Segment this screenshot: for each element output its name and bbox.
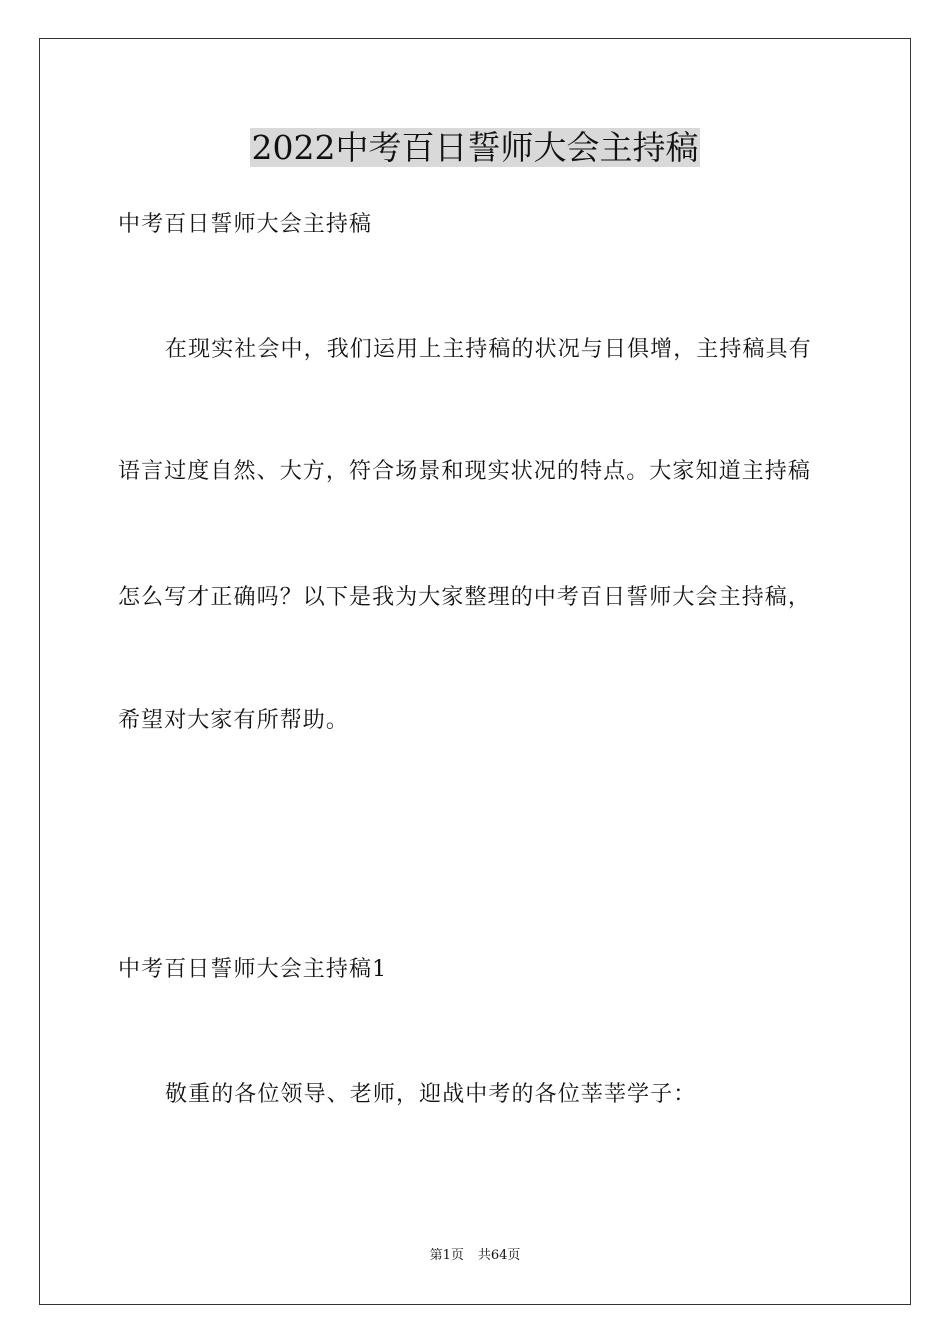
intro-line-4: 希望对大家有所帮助。 <box>118 708 350 733</box>
greeting-line: 敬重的各位领导、老师，迎战中考的各位莘莘学子： <box>165 1082 697 1107</box>
page-total: 共64页 <box>477 1248 521 1263</box>
page-number: 第1页 <box>429 1248 464 1263</box>
document-title <box>0 126 950 170</box>
intro-line-2: 语言过度自然、大方，符合场景和现实状况的特点。大家知道主持稿 <box>118 459 812 484</box>
intro-line-1: 在现实社会中，我们运用上主持稿的状况与日俱增，主持稿具有 <box>165 337 812 362</box>
section-heading: 中考百日誓师大会主持稿1 <box>118 957 388 982</box>
intro-line-3: 怎么写才正确吗？以下是我为大家整理的中考百日誓师大会主持稿， <box>118 585 812 610</box>
document-title-text: 2022中考百日誓师大会主持稿 <box>251 128 699 167</box>
document-subtitle: 中考百日誓师大会主持稿 <box>118 212 373 237</box>
page-footer <box>0 1247 950 1265</box>
